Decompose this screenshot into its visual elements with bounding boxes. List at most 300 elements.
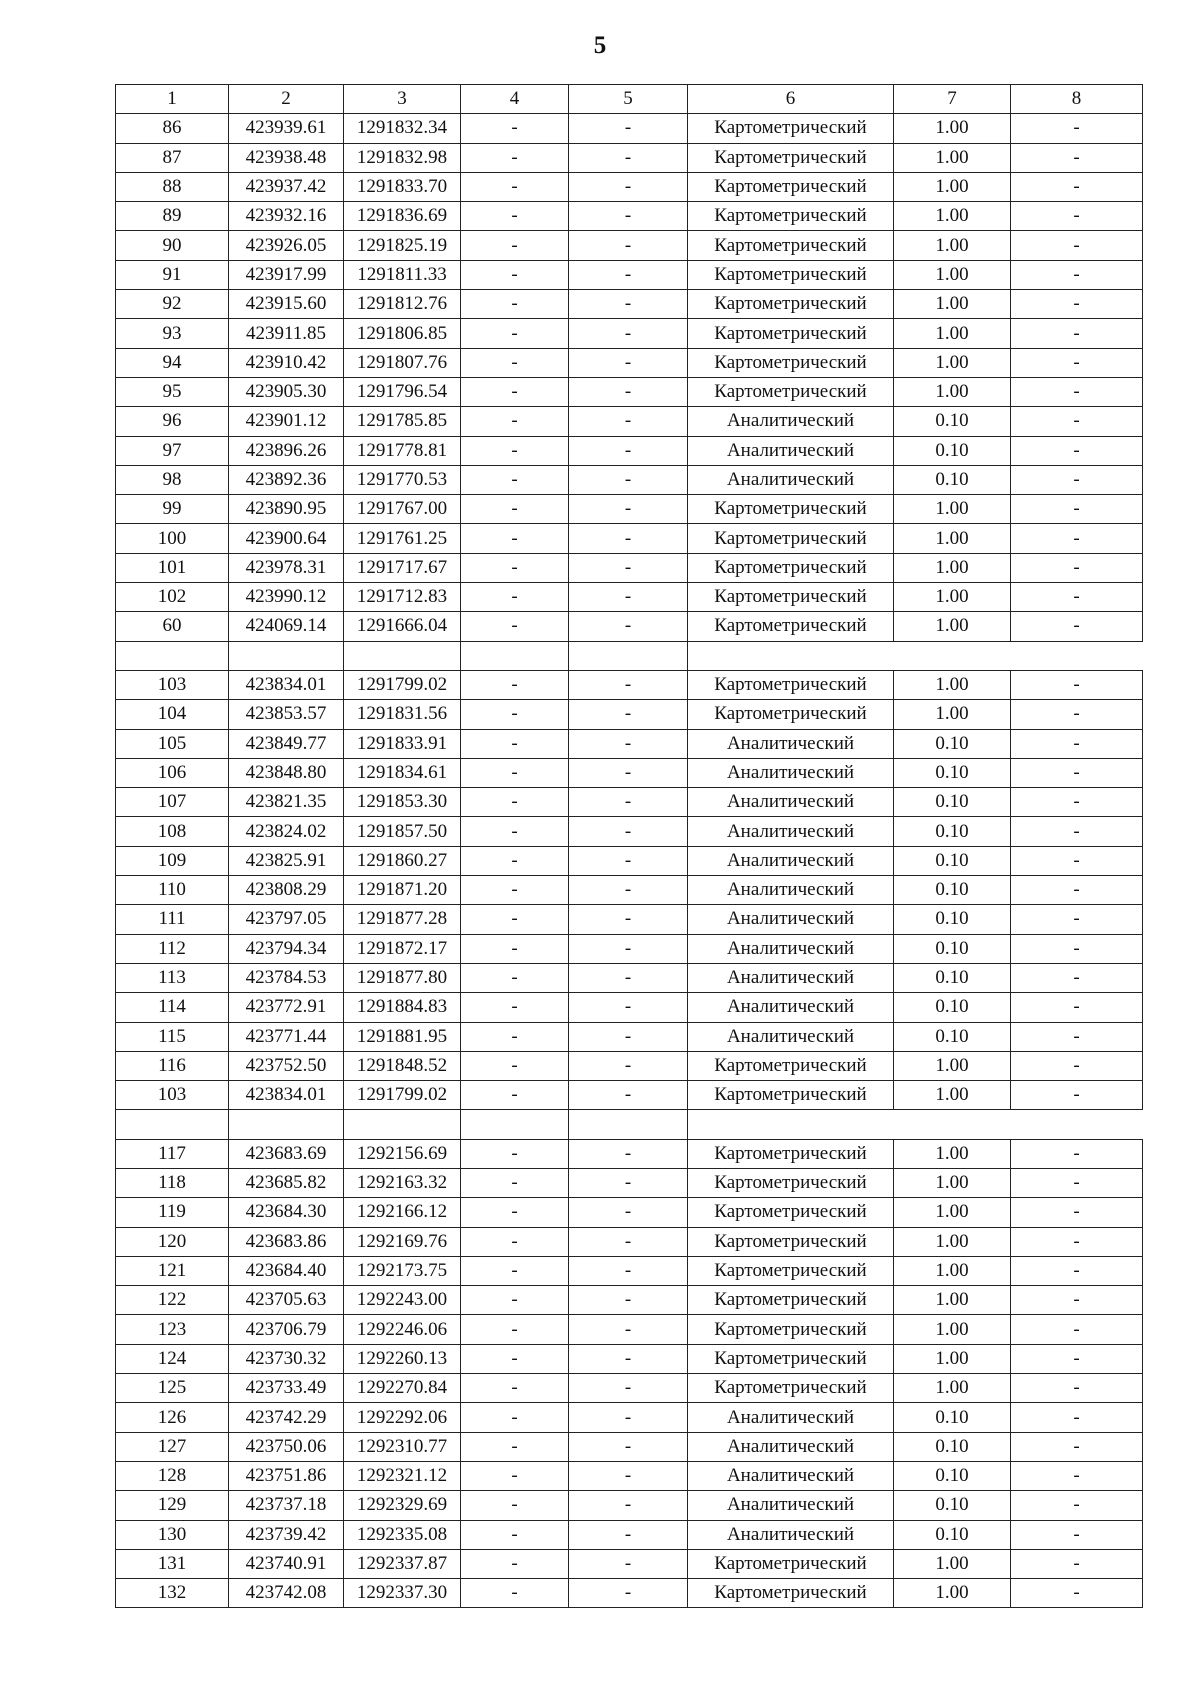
table-cell: 128 [116,1461,229,1490]
table-cell: 1292310.77 [344,1432,461,1461]
table-cell: - [1011,202,1143,231]
table-cell: - [1011,993,1143,1022]
table-cell: 112 [116,934,229,963]
table-cell: 1291717.67 [344,553,461,582]
table-row [116,553,1143,582]
table-cell: 89 [116,202,229,231]
table-cell: 423938.48 [229,143,344,172]
table-cell: 1291881.95 [344,1022,461,1051]
column-header: 7 [894,85,1011,114]
table-cell: 1291785.85 [344,407,461,436]
table-cell: 121 [116,1256,229,1285]
table-cell: 1.00 [894,172,1011,201]
table-cell: 96 [116,407,229,436]
table-cell: 1292166.12 [344,1198,461,1227]
table-cell: Картометрический [688,1256,894,1285]
table-cell: Картометрический [688,260,894,289]
table-cell: Картометрический [688,553,894,582]
table-cell: 110 [116,876,229,905]
table-cell: - [461,1051,569,1080]
table-cell: - [1011,788,1143,817]
table-cell: 423706.79 [229,1315,344,1344]
table-cell: - [569,934,688,963]
table-cell: - [461,231,569,260]
table-cell: - [1011,1227,1143,1256]
table-cell: - [461,905,569,934]
table-cell: 122 [116,1286,229,1315]
table-cell: 423797.05 [229,905,344,934]
table-row [116,465,1143,494]
table-cell: - [461,524,569,553]
table-cell: 1292321.12 [344,1461,461,1490]
table-cell: 108 [116,817,229,846]
table-cell: 1291825.19 [344,231,461,260]
table-cell: - [569,1403,688,1432]
table-cell: Картометрический [688,612,894,641]
table-cell: 1.00 [894,231,1011,260]
table-row [116,1520,1143,1549]
table-cell: Аналитический [688,788,894,817]
table-cell: - [569,114,688,143]
table-cell: - [461,963,569,992]
table-cell: 423926.05 [229,231,344,260]
table-cell: 1.00 [894,1139,1011,1168]
table-cell: - [1011,114,1143,143]
table-cell: - [569,172,688,201]
table-cell: 98 [116,465,229,494]
table-cell: 1291770.53 [344,465,461,494]
table-row [116,290,1143,319]
table-cell: 1291796.54 [344,377,461,406]
table-cell: - [1011,231,1143,260]
table-row [116,1256,1143,1285]
table-cell: - [569,202,688,231]
group-separator-row [116,1110,1143,1139]
table-cell: - [461,260,569,289]
empty-cell [116,1110,229,1139]
table-cell: - [569,465,688,494]
table-cell: Аналитический [688,407,894,436]
table-cell: 423900.64 [229,524,344,553]
table-cell: - [569,524,688,553]
table-cell: - [569,1461,688,1490]
column-header: 4 [461,85,569,114]
table-cell: - [1011,934,1143,963]
table-cell: 0.10 [894,1491,1011,1520]
table-cell: 423739.42 [229,1520,344,1549]
table-cell: 1291834.61 [344,758,461,787]
table-cell: 423990.12 [229,583,344,612]
table-row [116,1315,1143,1344]
table-cell: Картометрический [688,1549,894,1578]
table-cell: Картометрический [688,1081,894,1110]
table-cell: - [569,612,688,641]
table-cell: - [569,817,688,846]
table-cell: Аналитический [688,436,894,465]
table-cell: 1292243.00 [344,1286,461,1315]
table-cell: 423890.95 [229,495,344,524]
table-cell: 423911.85 [229,319,344,348]
table-cell: 116 [116,1051,229,1080]
table-cell: - [569,143,688,172]
empty-cell [688,641,1143,670]
table-cell: 423684.30 [229,1198,344,1227]
table-cell: - [461,758,569,787]
table-cell: 1.00 [894,1051,1011,1080]
table-cell: 423825.91 [229,846,344,875]
table-cell: - [1011,1520,1143,1549]
table-cell: 1291833.70 [344,172,461,201]
table-cell: 423752.50 [229,1051,344,1080]
table-cell: 1291812.76 [344,290,461,319]
table-cell: 0.10 [894,1403,1011,1432]
table-cell: 1292169.76 [344,1227,461,1256]
table-cell: Аналитический [688,817,894,846]
table-row [116,172,1143,201]
table-cell: - [1011,348,1143,377]
table-cell: - [1011,377,1143,406]
table-cell: Картометрический [688,1227,894,1256]
table-cell: - [461,143,569,172]
table-cell: 423737.18 [229,1491,344,1520]
table-row [116,846,1143,875]
table-cell: 423901.12 [229,407,344,436]
table-cell: 1292270.84 [344,1374,461,1403]
table-cell: 1.00 [894,202,1011,231]
table-cell: - [569,1315,688,1344]
table-cell: - [1011,1139,1143,1168]
table-cell: 1.00 [894,700,1011,729]
table-cell: 86 [116,114,229,143]
table-cell: 423834.01 [229,670,344,699]
table-cell: 423750.06 [229,1432,344,1461]
table-row [116,758,1143,787]
table-cell: - [461,1227,569,1256]
table-cell: Картометрический [688,202,894,231]
table-row [116,1168,1143,1197]
table-cell: 1291767.00 [344,495,461,524]
table-cell: - [569,1549,688,1578]
table-cell: Картометрический [688,700,894,729]
table-cell: Картометрический [688,1286,894,1315]
table-cell: - [1011,1168,1143,1197]
table-cell: 423794.34 [229,934,344,963]
table-cell: - [1011,524,1143,553]
table-cell: 0.10 [894,1461,1011,1490]
table-cell: - [461,729,569,758]
table-cell: - [1011,143,1143,172]
group-separator-row [116,641,1143,670]
table-cell: - [1011,319,1143,348]
table-cell: 1291831.56 [344,700,461,729]
table-cell: - [1011,495,1143,524]
column-header: 6 [688,85,894,114]
table-row [116,524,1143,553]
table-cell: Картометрический [688,1198,894,1227]
table-row [116,583,1143,612]
table-cell: 1292337.30 [344,1579,461,1608]
table-cell: - [1011,1491,1143,1520]
table-cell: 118 [116,1168,229,1197]
table-cell: Картометрический [688,1051,894,1080]
table-cell: 106 [116,758,229,787]
table-body [116,114,1143,1608]
table-cell: 120 [116,1227,229,1256]
table-cell: 1291848.52 [344,1051,461,1080]
table-cell: - [569,993,688,1022]
table-cell: 1291833.91 [344,729,461,758]
table-cell: - [461,1081,569,1110]
table-row [116,114,1143,143]
table-cell: - [569,846,688,875]
table-cell: 1291712.83 [344,583,461,612]
empty-cell [569,641,688,670]
table-cell: 1291799.02 [344,1081,461,1110]
table-cell: 0.10 [894,817,1011,846]
table-row [116,1403,1143,1432]
table-cell: - [1011,1579,1143,1608]
table-cell: 423742.29 [229,1403,344,1432]
table-cell: 107 [116,788,229,817]
table-cell: 423705.63 [229,1286,344,1315]
table-cell: Картометрический [688,583,894,612]
table-cell: 0.10 [894,729,1011,758]
table-cell: 1291872.17 [344,934,461,963]
table-cell: - [461,788,569,817]
table-cell: Аналитический [688,729,894,758]
table-cell: 1292337.87 [344,1549,461,1578]
table-cell: 1292246.06 [344,1315,461,1344]
table-cell: 1291832.98 [344,143,461,172]
table-cell: 1292335.08 [344,1520,461,1549]
table-row [116,670,1143,699]
table-cell: 1292329.69 [344,1491,461,1520]
table-cell: - [461,436,569,465]
table-cell: 0.10 [894,465,1011,494]
table-cell: 423821.35 [229,788,344,817]
table-row [116,700,1143,729]
table-cell: 423772.91 [229,993,344,1022]
table-cell: 0.10 [894,993,1011,1022]
table-cell: 0.10 [894,963,1011,992]
table-cell: - [461,1168,569,1197]
table-cell: 423733.49 [229,1374,344,1403]
table-cell: Картометрический [688,231,894,260]
table-cell: - [569,1081,688,1110]
table-cell: 1.00 [894,319,1011,348]
table-cell: - [569,319,688,348]
table-cell: 423917.99 [229,260,344,289]
table-cell: - [461,172,569,201]
table-cell: - [461,377,569,406]
table-cell: Аналитический [688,465,894,494]
table-row [116,407,1143,436]
table-cell: 105 [116,729,229,758]
empty-cell [344,641,461,670]
table-cell: 101 [116,553,229,582]
table-cell: 1291832.34 [344,114,461,143]
table-cell: - [461,1344,569,1373]
table-cell: Картометрический [688,172,894,201]
table-cell: - [569,729,688,758]
table-cell: 1291857.50 [344,817,461,846]
table-row [116,612,1143,641]
table-cell: 97 [116,436,229,465]
table-cell: Аналитический [688,758,894,787]
table-cell: - [461,817,569,846]
table-row [116,1286,1143,1315]
table-cell: - [569,1520,688,1549]
table-cell: - [1011,1403,1143,1432]
table-row [116,436,1143,465]
table-cell: 132 [116,1579,229,1608]
table-row [116,1491,1143,1520]
table-row [116,377,1143,406]
table-cell: - [1011,729,1143,758]
table-cell: 1291807.76 [344,348,461,377]
empty-cell [569,1110,688,1139]
table-cell: Аналитический [688,1403,894,1432]
table-cell: - [1011,1432,1143,1461]
table-cell: - [1011,1051,1143,1080]
table-cell: 100 [116,524,229,553]
table-row [116,260,1143,289]
table-row [116,1579,1143,1608]
table-cell: 0.10 [894,1520,1011,1549]
table-cell: 91 [116,260,229,289]
table-cell: 0.10 [894,758,1011,787]
table-cell: - [461,876,569,905]
page-number: 5 [593,32,607,59]
table-cell: 1.00 [894,1344,1011,1373]
table-cell: - [569,905,688,934]
header-row [116,85,1143,114]
table-cell: - [569,583,688,612]
table-cell: - [569,436,688,465]
table-cell: 130 [116,1520,229,1549]
table-cell: 423685.82 [229,1168,344,1197]
table-cell: 111 [116,905,229,934]
table-cell: 1291877.80 [344,963,461,992]
table-row [116,963,1143,992]
table-cell: - [461,700,569,729]
table-cell: - [1011,290,1143,319]
table-cell: 1292260.13 [344,1344,461,1373]
table-cell: 423939.61 [229,114,344,143]
column-header: 8 [1011,85,1143,114]
table-cell: 423740.91 [229,1549,344,1578]
table-row [116,905,1143,934]
table-cell: 99 [116,495,229,524]
table-cell: 1.00 [894,1315,1011,1344]
table-cell: Картометрический [688,1579,894,1608]
table-cell: 131 [116,1549,229,1578]
table-cell: 1.00 [894,348,1011,377]
table-row [116,817,1143,846]
table-cell: - [569,788,688,817]
table-cell: - [569,1022,688,1051]
table-cell: Картометрический [688,114,894,143]
table-cell: 1292163.32 [344,1168,461,1197]
table-row [116,1227,1143,1256]
table-cell: 1291836.69 [344,202,461,231]
table-cell: - [1011,1198,1143,1227]
table-cell: Аналитический [688,1022,894,1051]
table-cell: Аналитический [688,905,894,934]
table-cell: - [461,319,569,348]
table-cell: - [461,1403,569,1432]
table-cell: - [569,1051,688,1080]
table-cell: 1291877.28 [344,905,461,934]
table-cell: - [1011,172,1143,201]
table-cell: 104 [116,700,229,729]
table-cell: Картометрический [688,1344,894,1373]
table-cell: 1.00 [894,1549,1011,1578]
table-cell: - [461,993,569,1022]
table-cell: Аналитический [688,876,894,905]
table-cell: - [1011,553,1143,582]
table-cell: - [569,1227,688,1256]
table-cell: - [1011,1344,1143,1373]
table-cell: - [569,1198,688,1227]
table-cell: 125 [116,1374,229,1403]
table-row [116,495,1143,524]
table-cell: - [569,407,688,436]
table-cell: 119 [116,1198,229,1227]
table-cell: Картометрический [688,1374,894,1403]
table-cell: - [569,1256,688,1285]
table-cell: 90 [116,231,229,260]
table-cell: Картометрический [688,670,894,699]
table-row [116,202,1143,231]
table-cell: - [569,876,688,905]
table-cell: 423742.08 [229,1579,344,1608]
table-cell: Аналитический [688,1461,894,1490]
coordinates-table [115,84,1143,1608]
table-cell: Картометрический [688,1315,894,1344]
table-cell: 1.00 [894,1256,1011,1285]
table-cell: 0.10 [894,876,1011,905]
table-cell: 123 [116,1315,229,1344]
table-cell: - [1011,436,1143,465]
table-cell: 423978.31 [229,553,344,582]
table-cell: 423784.53 [229,963,344,992]
table-cell: - [1011,583,1143,612]
table-cell: - [1011,1549,1143,1578]
table-cell: - [569,1344,688,1373]
table-cell: - [461,1198,569,1227]
table-cell: - [461,1549,569,1578]
table-row [116,1051,1143,1080]
table-cell: 0.10 [894,1022,1011,1051]
column-header: 2 [229,85,344,114]
table-row [116,348,1143,377]
table-cell: - [461,1374,569,1403]
table-cell: 1.00 [894,1374,1011,1403]
table-cell: - [461,846,569,875]
table-cell: - [1011,1081,1143,1110]
table-cell: - [569,1432,688,1461]
table-row [116,1081,1143,1110]
table-cell: - [461,1256,569,1285]
table-cell: 103 [116,670,229,699]
table-cell: 1.00 [894,583,1011,612]
table-cell: - [461,1461,569,1490]
table-cell: 113 [116,963,229,992]
table-cell: 1.00 [894,290,1011,319]
table-cell: 423683.69 [229,1139,344,1168]
table-row [116,1139,1143,1168]
